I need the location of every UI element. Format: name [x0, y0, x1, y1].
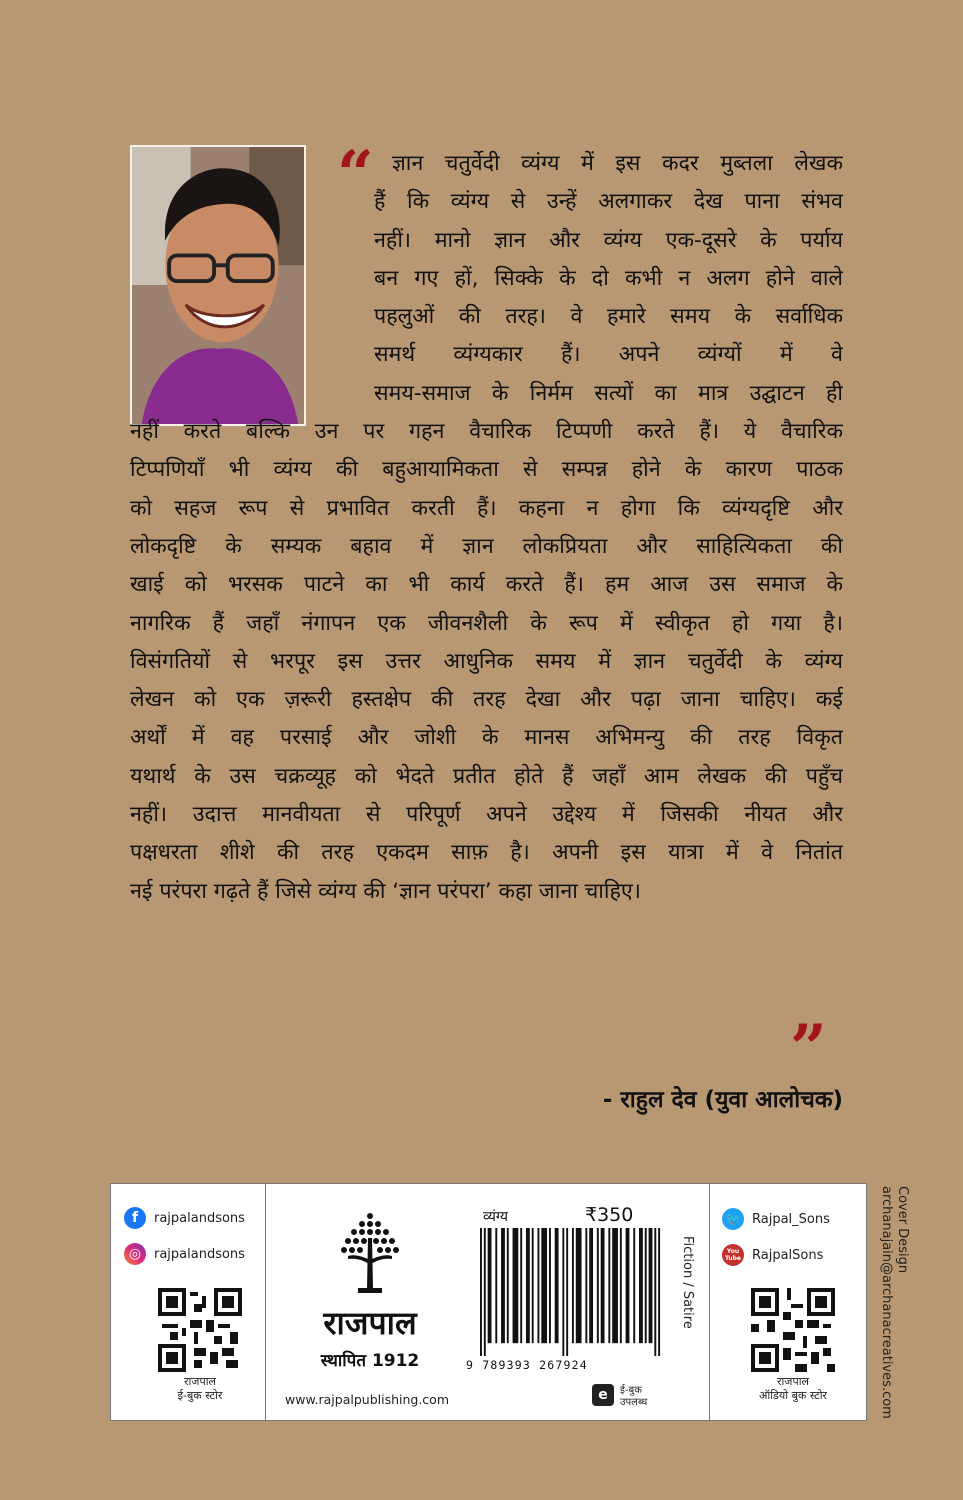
closing-quote-mark: ”: [790, 1011, 827, 1086]
ebook-store-caption: [145, 1375, 255, 1403]
isbn-barcode: [480, 1228, 662, 1356]
blurb-line: बन गए हों, सिक्के के दो कभी न अलग होने वाले: [374, 265, 843, 291]
blurb-line: नहीं करते बल्कि उन पर गहन वैचारिक टिप्पणी करते हैं। ये वैचारिक: [130, 419, 843, 445]
ebook-store-qr-code[interactable]: [158, 1288, 242, 1372]
blurb-line: हैं कि व्यंग्य से उन्हें अलगाकर देख पाना संभव: [374, 189, 843, 215]
opening-quote-mark: “: [337, 137, 374, 212]
facebook-icon: f: [124, 1207, 146, 1229]
audiobook-store-qr-code[interactable]: [751, 1288, 835, 1372]
publisher-website-link[interactable]: www.rajpalpublishing.com: [285, 1392, 450, 1407]
blurb-line: समय-समाज के निर्मम सत्यों का मात्र उद्घाटन ही: [374, 380, 843, 406]
blurb-line: समर्थ व्यंग्यकार हैं। अपने व्यंग्यों में वे: [374, 342, 843, 368]
ebook-available-text: [620, 1385, 647, 1409]
instagram-handle: rajpalandsons: [154, 1246, 245, 1262]
blurb-line: पक्षधरता शीशे की तरह एकदम साफ़ है। अपनी इस यात्रा में वे नितांत: [130, 840, 843, 866]
isbn-number: 9 789393 267924: [466, 1358, 588, 1372]
divider: [709, 1184, 710, 1420]
credit-email: archanajain@archanacreatives.com: [879, 1186, 894, 1419]
blurb-line: अर्थों में वह परसाई और जोशी के मानस अभिमन्यु की तरह विकृत: [130, 725, 843, 751]
blurb-line: नई परंपरा गढ़ते हैं जिसे व्यंग्य की ‘ज्ञान परंपरा’ कहा जाना चाहिए।: [130, 878, 641, 904]
caption-line: ऑडियो बुक स्टोर: [758, 1389, 828, 1402]
caption-line: राजपाल: [183, 1375, 217, 1388]
blurb-line: टिप्पणियाँ भी व्यंग्य की बहुआयामिकता से सम्पन्न होने के कारण पाठक: [130, 457, 843, 483]
blurb-line: पहलुओं की तरह। वे हमारे समय के सर्वाधिक: [374, 304, 843, 330]
facebook-handle: rajpalandsons: [154, 1210, 245, 1226]
facebook-link[interactable]: [124, 1207, 245, 1229]
twitter-icon: 🐦: [722, 1208, 744, 1230]
twitter-handle: Rajpal_Sons: [752, 1211, 830, 1227]
price-label: ₹350: [585, 1204, 634, 1226]
ebook-line: ई-बुक: [620, 1385, 642, 1396]
blurb-attribution: - राहुल देव (युवा आलोचक): [602, 1087, 843, 1113]
blurb-line: यथार्थ के उस चक्रव्यूह को भेदते प्रतीत होते हैं जहाँ आम लेखक की पहुँच: [130, 763, 843, 789]
instagram-icon: ◎: [124, 1243, 146, 1265]
blurb-line: विसंगतियों से भरपूर इस उत्तर आधुनिक समय में ज्ञान चतुर्वेदी के व्यंग्य: [130, 648, 843, 674]
blurb-line: लेखन को एक ज़रूरी हस्तक्षेप की तरह देखा और पढ़ा जाना चाहिए। कई: [130, 687, 843, 713]
credit-line: Cover Design: [895, 1186, 910, 1274]
blurb-line: खाई को भरसक पाटने का भी कार्य करते हैं। हम आज उस समाज के: [130, 572, 843, 598]
publisher-logo-name: राजपाल: [323, 1304, 417, 1342]
tree-logo-icon: [338, 1210, 402, 1298]
caption-line: ई-बुक स्टोर: [177, 1389, 223, 1402]
blurb-line: लोकदृष्टि के सम्यक बहाव में ज्ञान लोकप्रियता और साहित्यिकता की: [130, 533, 843, 559]
ebook-icon: e: [592, 1384, 614, 1406]
genre-label: व्यंग्य: [483, 1209, 508, 1225]
ebook-line: उपलब्ध: [620, 1397, 648, 1408]
genre-english: Fiction / Satire: [680, 1236, 695, 1329]
twitter-link[interactable]: [722, 1208, 830, 1230]
blurb-line: ज्ञान चतुर्वेदी व्यंग्य में इस कदर मुब्तला लेखक: [392, 151, 843, 176]
blurb-line: नहीं। मानो ज्ञान और व्यंग्य एक-दूसरे के पर्याय: [374, 227, 843, 253]
blurb-line: को सहज रूप से प्रभावित करती हैं। कहना न होगा कि व्यंग्यदृष्टि और: [130, 495, 843, 521]
audiobook-store-caption: [738, 1375, 848, 1403]
cover-design-credit: [878, 1186, 910, 1419]
youtube-icon: You Tube: [722, 1244, 744, 1266]
publisher-established: स्थापित 1912: [320, 1351, 420, 1371]
blurb-text: [130, 137, 843, 911]
instagram-link[interactable]: [124, 1243, 245, 1265]
blurb-line: नहीं। उदात्त मानवीयता से परिपूर्ण अपने उद्देश्य में जिसकी नीयत और: [130, 802, 843, 828]
youtube-handle: RajpalSons: [752, 1247, 824, 1263]
divider: [265, 1184, 266, 1420]
caption-line: राजपाल: [776, 1375, 810, 1388]
blurb-line: नागरिक हैं जहाँ नंगापन एक जीवनशैली के रूप में स्वीकृत हो गया है।: [130, 610, 843, 636]
youtube-link[interactable]: [722, 1244, 823, 1266]
